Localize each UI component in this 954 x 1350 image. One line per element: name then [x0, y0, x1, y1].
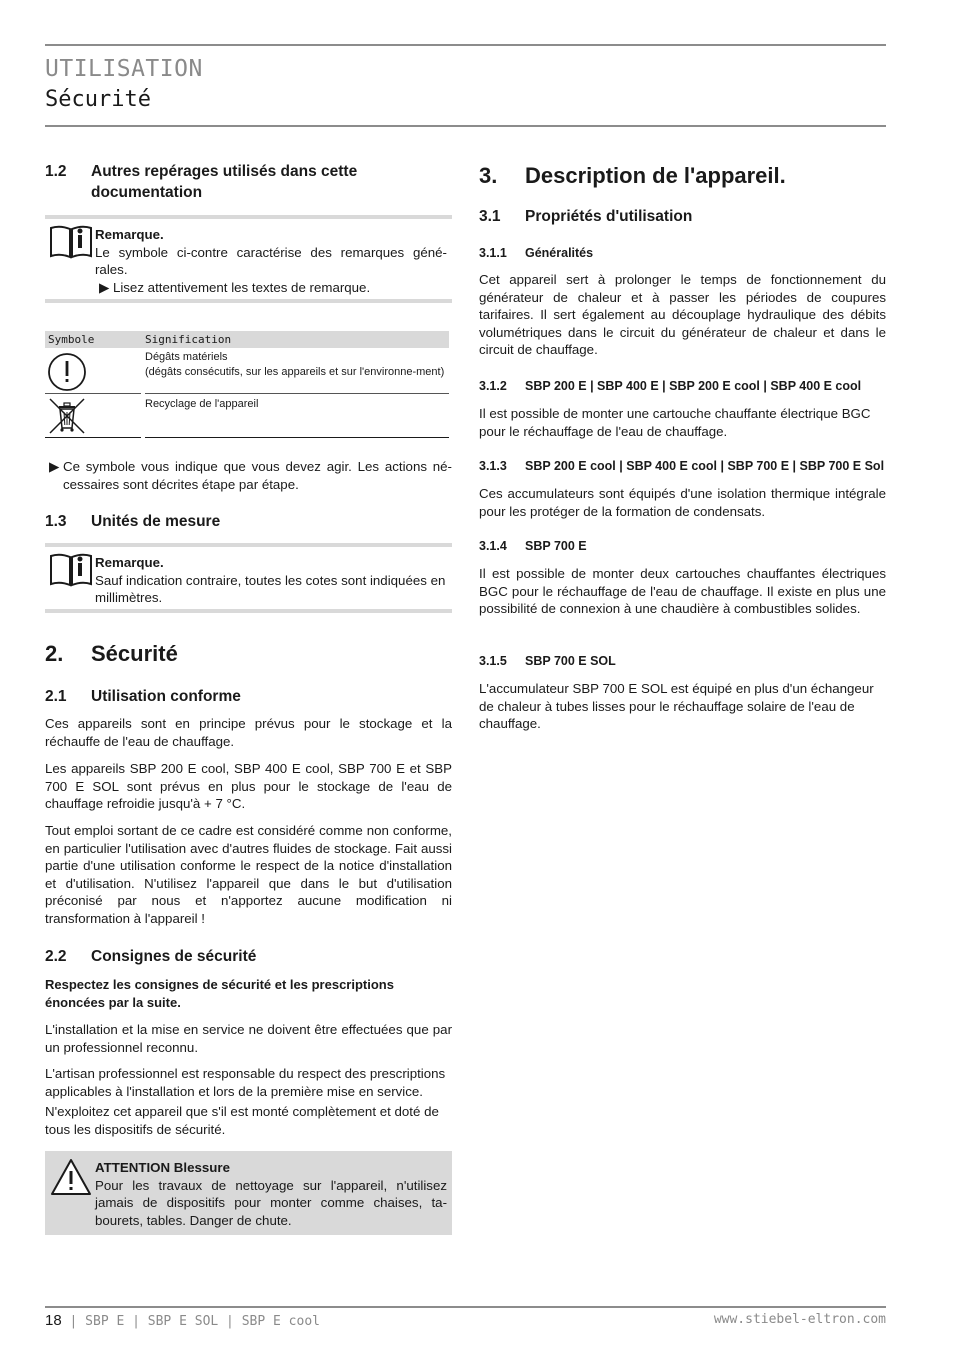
note-top-rule [45, 215, 452, 219]
paragraph: Ces accumulateurs sont équipés d'une isolation thermique intégrale pour les protéger de la formation de condensats. [479, 486, 886, 519]
note-bottom-rule [45, 299, 452, 303]
paragraph: L'artisan professionnel est responsable du respect des prescriptions applicables à l'installation et lors de la première mise en service. [45, 1066, 446, 1099]
warning-title: ATTENTION Blessure [95, 1160, 230, 1175]
table-bottom-line [145, 437, 449, 438]
symbol-column-header: Symbole [48, 333, 95, 346]
info-book-icon [48, 224, 94, 265]
footer-left [45, 1312, 320, 1329]
symbol-table-header [45, 331, 449, 348]
note-text: Sauf indication contraire, toutes les cotes sont indiquées en millimètres. [95, 572, 446, 606]
crossed-bin-icon [47, 396, 87, 441]
note-title: Remarque. [95, 555, 164, 570]
header-category: UTILISATION [45, 56, 203, 82]
action-arrow-icon: ▶ [99, 279, 110, 295]
paragraph: Les appareils SBP 200 E cool, SBP 400 E cool, SBP 700 E et SBP 700 E SOL sont prévus en plus pour le stockage de l'eau de chauffage refroidie jusqu'à + 7 °C. [45, 761, 452, 812]
warning-text: Pour les travaux de nettoyage sur l'appareil, n'utilisez jamais de dispositifs pour monter comme chaises, ta-bourets, tables. Danger de chute. [95, 1177, 447, 1228]
note-title: Remarque. [95, 227, 164, 242]
action-paragraph: ▶ Ce symbole vous indique que vous devez agir. Les actions né-cessaires sont décrites étape par étape. [49, 459, 452, 492]
header-bottom-rule [45, 125, 886, 127]
table-row-divider [145, 393, 449, 394]
table-row-meaning: Recyclage de l'appareil [145, 398, 259, 410]
note-bottom-rule [45, 609, 452, 613]
note-box [95, 226, 447, 296]
header-title: Sécurité [45, 87, 151, 112]
page-number: 18 [45, 1312, 62, 1329]
table-row-meaning: Dégâts matériels (dégâts consécutifs, sur les appareils et sur l'environne-ment) [145, 351, 445, 378]
warning-content [95, 1159, 447, 1229]
info-book-icon [48, 552, 94, 593]
note-box [95, 554, 449, 607]
note-text: Le symbole ci-contre caractérise des remarques géné-rales. [95, 244, 447, 278]
footer-products: | SBP E | SBP E SOL | SBP E cool [69, 1314, 320, 1329]
table-row-divider [45, 393, 141, 394]
lead-paragraph: Respectez les consignes de sécurité et les prescriptions énoncées par la suite. [45, 977, 394, 1010]
paragraph: L'installation et la mise en service ne doivent être effectuées que par un professionnel reconnu. [45, 1022, 452, 1055]
paragraph: N'exploitez cet appareil que s'il est monté complètement et doté de tous les dispositifs de sécurité. [45, 1104, 439, 1137]
table-bottom-line [45, 437, 141, 438]
note-action: ▶ Lisez attentivement les textes de remarque. [99, 279, 371, 295]
action-arrow-icon: ▶ [49, 459, 60, 474]
note-top-rule [45, 543, 452, 547]
paragraph: Ces appareils sont en principe prévus pour le stockage et la réchauffe de l'eau de chauffage. [45, 716, 452, 749]
paragraph: Il est possible de monter deux cartouches chauffantes électriques BGC pour le réchauffage de l'eau de chauffage. Il existe en plus une possibilité de connexion à une chaudière à combustibles solides. [479, 566, 886, 617]
meaning-column-header: Signification [145, 333, 232, 346]
paragraph: L'accumulateur SBP 700 E SOL est équipé en plus d'un échangeur de chaleur à tubes lisses pour le réchauffage solaire de l'eau de chauffage. [479, 681, 874, 732]
footer-url[interactable]: www.stiebel-eltron.com [713, 1312, 886, 1327]
paragraph: Il est possible de monter une cartouche chauffante électrique BGC pour le réchauffage de l'eau de chauffage. [479, 406, 871, 439]
paragraph: Tout emploi sortant de ce cadre est considéré comme non conforme, en particulier l'utilisation avec d'autres fluides de stockage. Fait aussi partie d'une utilisation conforme le respect de la notice d'installation et d'utilisation. N'utilisez l'appareil que dans le but d'utilisation préconisé par nous et n'apportez aucune modification ni transformation à l'appareil ! [45, 823, 452, 926]
header-top-rule [45, 44, 886, 46]
warning-triangle-icon [50, 1158, 92, 1201]
paragraph: Cet appareil sert à prolonger le temps de fonctionnement du générateur de chaleur et à passer les périodes de coupures tarifaires. Il sert également au découplage hydraulique des débits volumétriques dans le circuit du générateur de chaleur et dans le circuit de chauffage. [479, 272, 886, 358]
exclamation-circle-icon [47, 352, 87, 397]
footer-rule [45, 1306, 886, 1308]
